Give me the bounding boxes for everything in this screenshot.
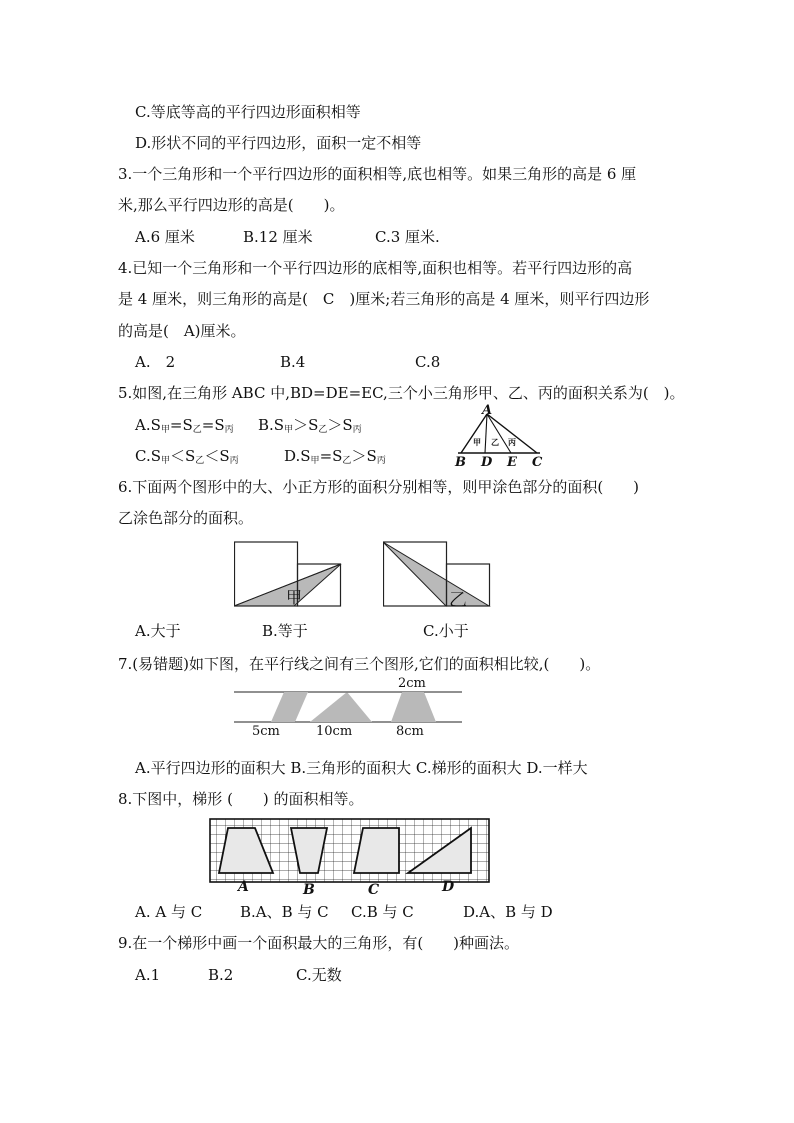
parallel-lines-figure (232, 676, 467, 742)
question-4-line-3: 的高是( A)厘米。 (118, 322, 246, 340)
option-b: B.12 厘米 (243, 228, 313, 246)
option-b: B.4 (280, 353, 306, 371)
vertex-b-label: B (455, 455, 466, 470)
question-6-line-2: 乙涂色部分的面积。 (118, 509, 254, 527)
question-7-line-1: 7.(易错题)如下图，在平行线之间有三个图形,它们的面积相比较,( )。 (118, 655, 601, 673)
option-a: A. 2 (135, 353, 176, 371)
trapezoid-base-label: 8cm (396, 724, 424, 739)
option-a: A.大于 (135, 622, 181, 640)
shape-label-a: A (238, 879, 249, 895)
triangle-base-label: 10cm (316, 724, 353, 739)
question-8-line-1: 8.下图中，梯形 ( ) 的面积相等。 (118, 790, 364, 808)
option-d: D.形状不同的平行四边形，面积一定不相等 (135, 134, 422, 152)
vertex-c-label: C (532, 455, 543, 470)
question-6-line-1: 6.下面两个图形中的大、小正方形的面积分别相等，则甲涂色部分的面积( ) (118, 478, 640, 496)
figure-jia (234, 541, 344, 609)
region-bing-label: 丙 (508, 437, 516, 447)
option-a: A. A 与 C (135, 903, 203, 921)
figure-yi (383, 541, 493, 609)
question-3-line-2: 米,那么平行四边形的高是( )。 (118, 196, 345, 214)
grid-figure (207, 816, 492, 898)
option-c: C.小于 (423, 622, 469, 640)
question-4-line-1: 4.已知一个三角形和一个平行四边形的底相等,面积也相等。若平行四边形的高 (118, 259, 633, 277)
shape-label-d: D (442, 879, 455, 895)
shape-label-b: B (303, 882, 315, 898)
options-row: A.平行四边形的面积大 B.三角形的面积大 C.梯形的面积大 D.一样大 (135, 759, 588, 777)
option-a: A.1 (135, 966, 161, 984)
question-5-line-1: 5.如图,在三角形 ABC 中,BD=DE=EC,三个小三角形甲、乙、丙的面积关系为( )。 (118, 384, 685, 402)
option-a: A.6 厘米 (135, 228, 195, 246)
option-b: B.A、B 与 C (240, 903, 329, 921)
option-d: $D.S_甲=S_乙>S_丙$ (284, 447, 386, 466)
option-a: $A.S_甲=S_乙=S_丙$ (135, 416, 234, 435)
vertex-e-label: E (507, 455, 517, 470)
option-b: $B.S_甲>S_乙>S_丙$ (258, 416, 362, 435)
question-4-line-2: 是 4 厘米，则三角形的高是( C )厘米;若三角形的高是 4 厘米，则平行四边形 (118, 290, 650, 308)
vertex-a-label: A (482, 403, 493, 418)
question-9-line-1: 9.在一个梯形中画一个面积最大的三角形，有( )种画法。 (118, 934, 520, 952)
region-jia-label: 甲 (473, 437, 481, 447)
option-c: C.3 厘米. (375, 228, 440, 246)
vertex-d-label: D (481, 455, 493, 470)
option-c: C.等底等高的平行四边形面积相等 (135, 103, 361, 121)
option-c: C.B 与 C (351, 903, 414, 921)
option-c: C.无数 (296, 966, 342, 984)
region-yi-label: 乙 (491, 437, 499, 447)
shape-label-c: C (368, 882, 380, 898)
triangle-abc-figure (452, 403, 547, 470)
top-width-label: 2cm (398, 676, 426, 691)
squares-diagram-yi (383, 541, 493, 609)
option-d: D.A、B 与 D (463, 903, 553, 921)
option-b: B.2 (208, 966, 234, 984)
option-c: $C.S_甲<S_乙<S_丙$ (135, 447, 239, 466)
label-yi: 乙 (449, 590, 467, 611)
label-jia: 甲 (286, 588, 303, 607)
parallelogram-base-label: 5cm (252, 724, 280, 739)
option-c: C.8 (415, 353, 441, 371)
question-3-line-1: 3.一个三角形和一个平行四边形的面积相等,底也相等。如果三角形的高是 6 厘 (118, 165, 637, 183)
option-b: B.等于 (262, 622, 308, 640)
